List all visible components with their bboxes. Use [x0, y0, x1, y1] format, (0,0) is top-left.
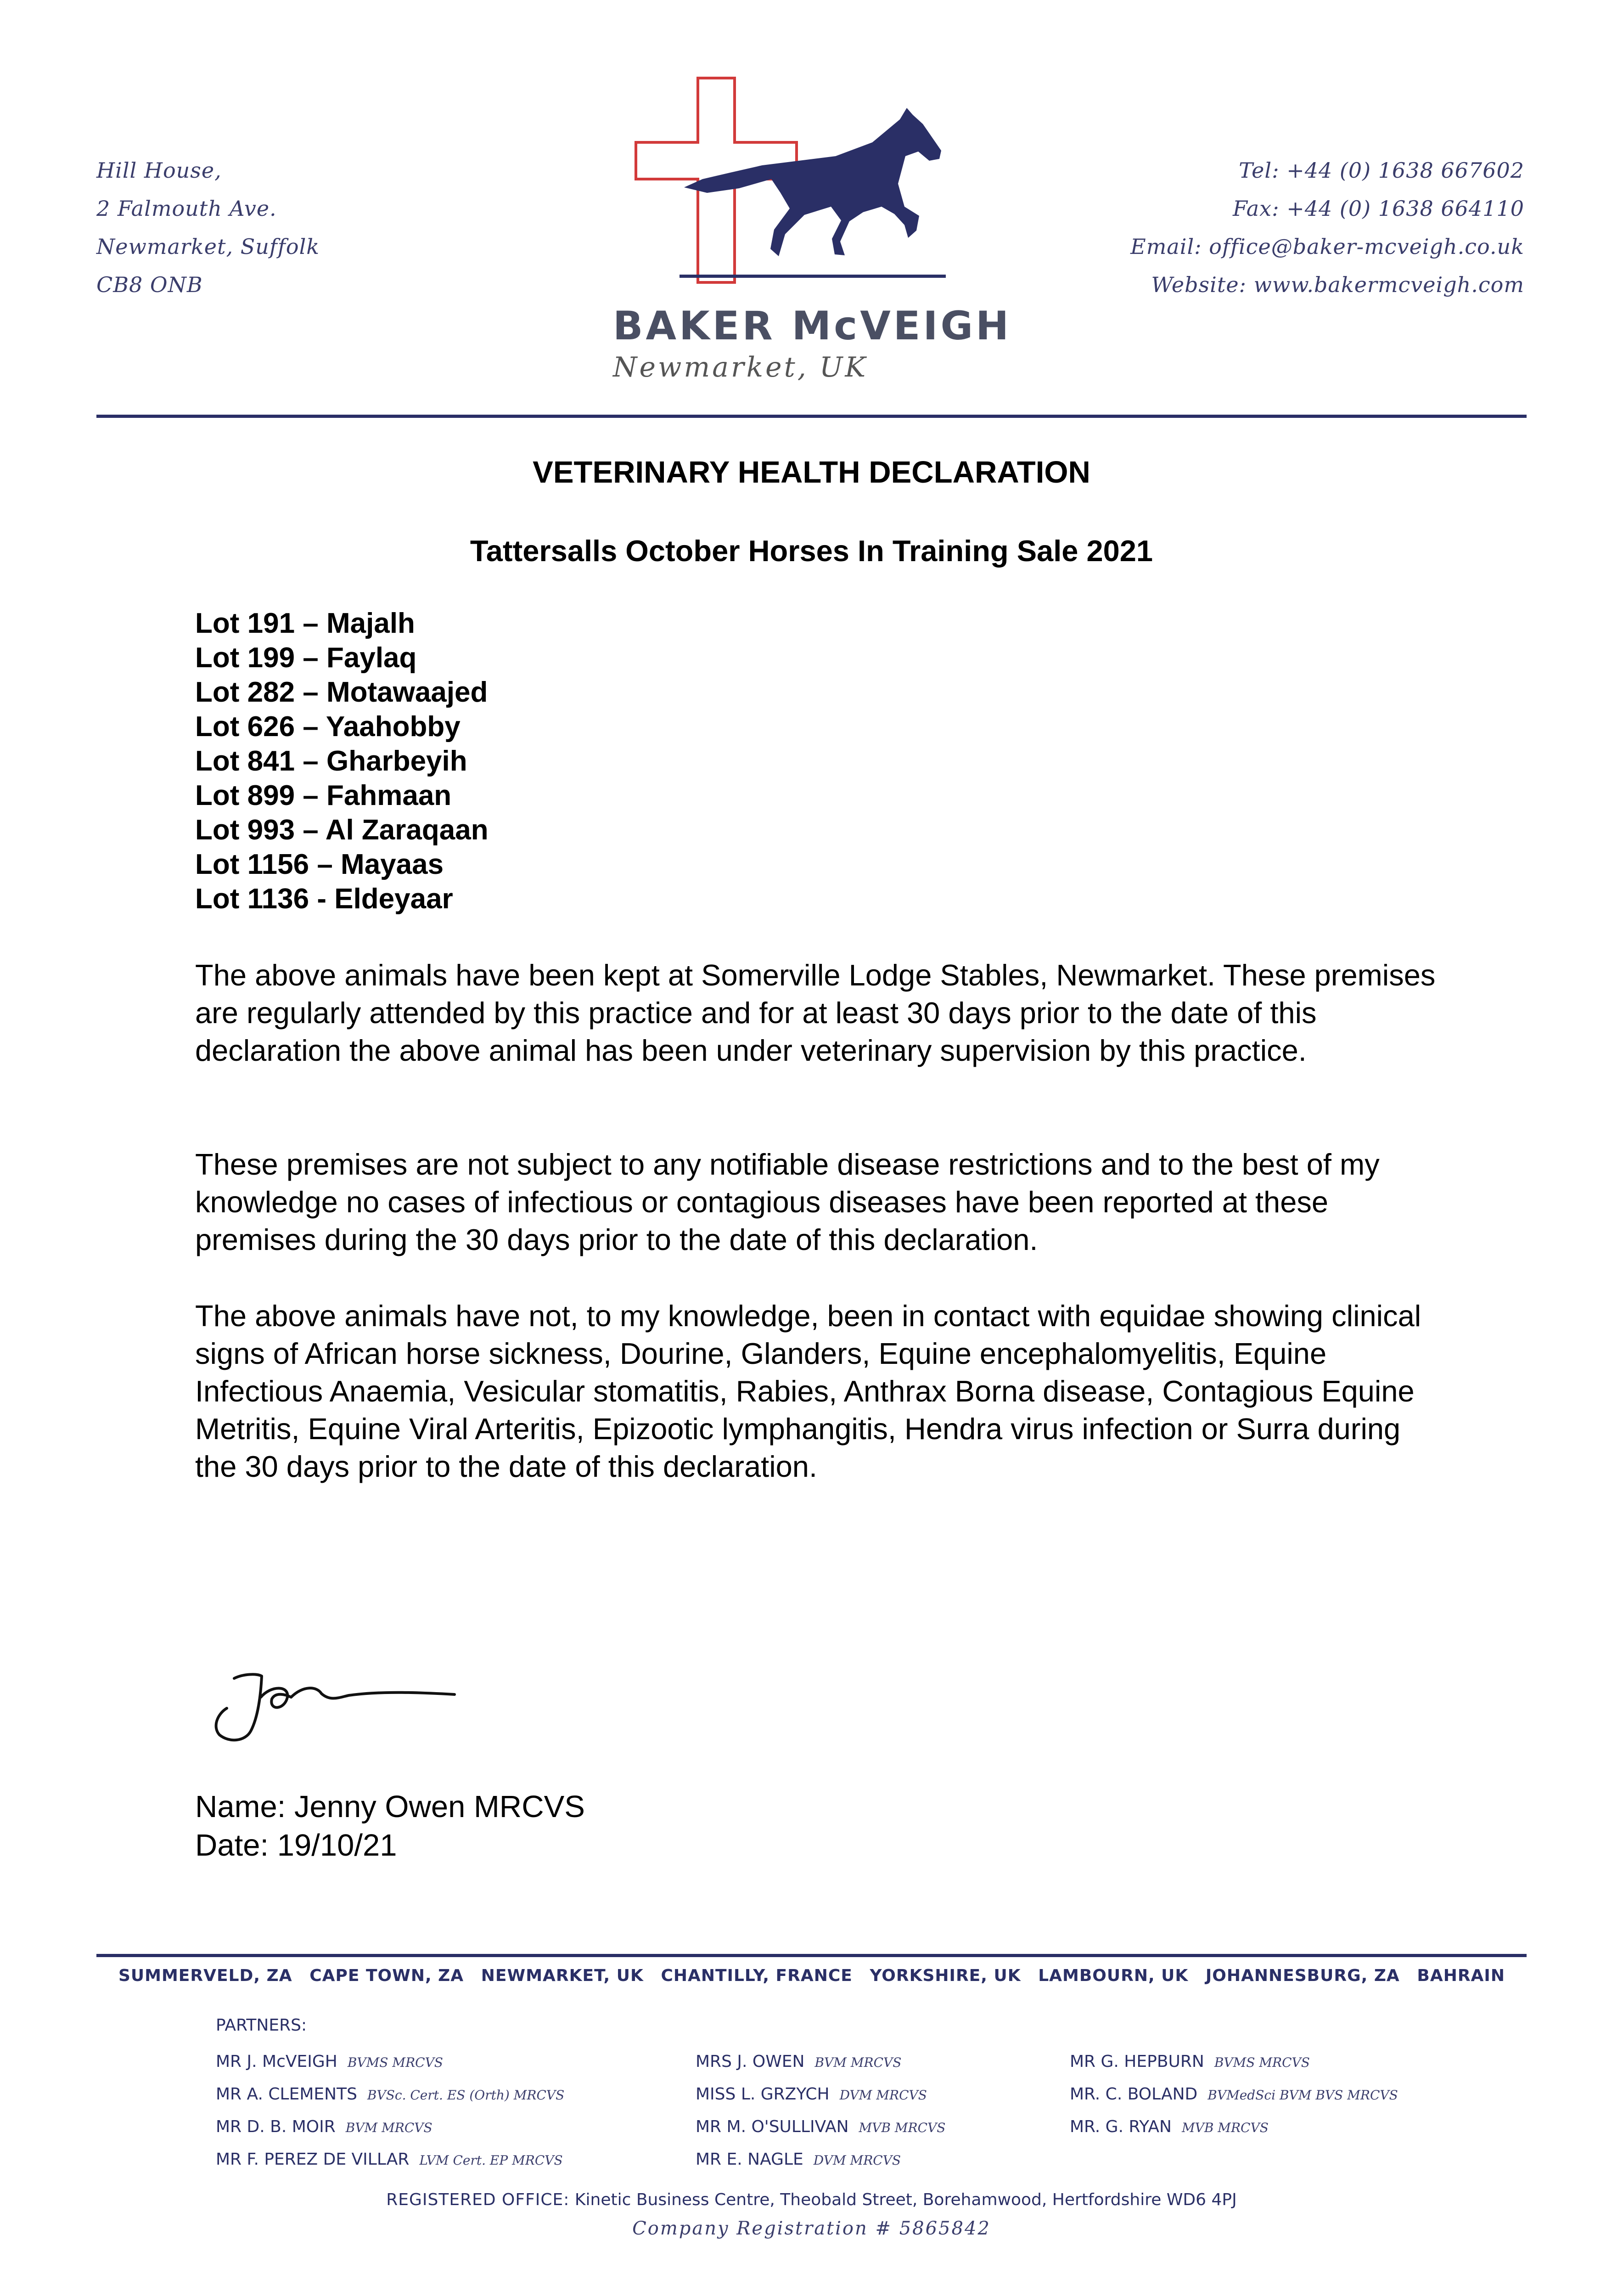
- practice-address: [96, 152, 320, 304]
- location-item: NEWMARKET, UK: [481, 1966, 644, 1985]
- location-item: LAMBOURN, UK: [1038, 1966, 1189, 1985]
- partner-qualifications: DVM MRCVS: [839, 2088, 927, 2103]
- declaration-paragraph-premises: The above animals have been kept at Somerville Lodge Stables, Newmarket. These premises are regularly attended by this practice and for at least 30 days prior to the date of this declaration the above animal has been under veterinary supervision by this practice.: [195, 958, 1436, 1067]
- declaration-paragraph-restrictions: These premises are not subject to any notifiable disease restrictions and to the best of my knowledge no cases of infectious or contagious diseases have been reported at these premises during the 30 days prior to the date of this declaration.: [195, 1148, 1380, 1256]
- partner-qualifications: DVM MRCVS: [813, 2153, 901, 2168]
- partner-entry: [216, 2046, 564, 2078]
- location-item: CAPE TOWN, ZA: [309, 1966, 464, 1985]
- partner-qualifications: BVM MRCVS: [345, 2120, 432, 2135]
- partner-name: MR. G. RYAN: [1070, 2117, 1172, 2136]
- partner-entry: [696, 2144, 945, 2176]
- partners-column-1: [216, 2046, 564, 2176]
- partner-name: MR M. O'SULLIVAN: [696, 2117, 849, 2136]
- website[interactable]: Website: www.bakermcveigh.com: [1151, 272, 1524, 297]
- partner-entry: [696, 2111, 945, 2144]
- partner-entry: [696, 2046, 945, 2078]
- lot-item: Lot 199 – Faylaq: [195, 642, 417, 674]
- partner-entry: [1070, 2078, 1398, 2111]
- email[interactable]: Email: office@baker-mcveigh.co.uk: [1130, 234, 1524, 259]
- lot-list: [195, 606, 489, 916]
- partner-name: MRS J. OWEN: [696, 2052, 805, 2071]
- partners-column-3: [1070, 2046, 1398, 2144]
- partner-qualifications: BVMedSci BVM BVS MRCVS: [1207, 2088, 1398, 2103]
- partner-entry: [1070, 2111, 1398, 2144]
- galloping-horse-icon: [684, 108, 941, 256]
- brand-location: Newmarket, UK: [613, 351, 868, 383]
- partner-name: MR A. CLEMENTS: [216, 2085, 357, 2104]
- partner-entry: [696, 2078, 945, 2111]
- address-line: Hill House,: [96, 158, 222, 183]
- lot-item: Lot 191 – Majalh: [195, 608, 415, 639]
- document-subtitle: Tattersalls October Horses In Training Sale 2021: [470, 534, 1153, 568]
- signatory-block: [195, 1788, 585, 1865]
- location-item: YORKSHIRE, UK: [870, 1966, 1021, 1985]
- registered-office-address: Kinetic Business Centre, Theobald Street, Borehamwood, Hertfordshire WD6 4PJ: [574, 2190, 1237, 2209]
- declaration-date: Date: 19/10/21: [195, 1828, 397, 1863]
- location-item: SUMMERVELD, ZA: [118, 1966, 292, 1985]
- telephone: Tel: +44 (0) 1638 667602: [1239, 158, 1524, 183]
- partner-qualifications: BVSc. Cert. ES (Orth) MRCVS: [367, 2088, 565, 2103]
- partner-entry: [216, 2111, 564, 2144]
- practice-contact: [1130, 152, 1524, 304]
- partner-name: MR D. B. MOIR: [216, 2117, 336, 2136]
- partners-column-2: [696, 2046, 945, 2176]
- partner-qualifications: BVMS MRCVS: [347, 2055, 443, 2070]
- declaration-paragraph-diseases: The above animals have not, to my knowledge, been in contact with equidae showing clinical signs of African horse sickness, Dourine, Glanders, Equine encephalomyelitis, Equine Infectious Anaemia, Vesicular stomatitis, Rabies, Anthrax Borna disease, Contagious Equine Metritis, Equine Viral Arteritis, Epizootic lymphangitis, Hendra virus infection or Surra during the 30 days prior to the date of this declaration.: [195, 1299, 1421, 1483]
- address-line: Newmarket, Suffolk: [96, 234, 320, 259]
- location-item: JOHANNESBURG, ZA: [1205, 1966, 1400, 1985]
- fax: Fax: +44 (0) 1638 664110: [1232, 196, 1524, 221]
- baker-mcveigh-horse-logo-icon: [624, 69, 992, 289]
- partner-qualifications: MVB MRCVS: [1181, 2120, 1269, 2135]
- partner-entry: [1070, 2046, 1398, 2078]
- header-divider: [96, 415, 1527, 418]
- lot-item: Lot 626 – Yaahobby: [195, 711, 461, 743]
- partner-name: MR E. NAGLE: [696, 2150, 803, 2169]
- brand-name: BAKER McVEIGH: [613, 303, 1012, 349]
- address-line: CB8 ONB: [96, 272, 203, 297]
- partner-name: MR G. HEPBURN: [1070, 2052, 1204, 2071]
- partner-name: MR J. McVEIGH: [216, 2052, 337, 2071]
- lot-item: Lot 1156 – Mayaas: [195, 849, 444, 880]
- handwritten-signature-icon: [207, 1653, 482, 1754]
- location-item: CHANTILLY, FRANCE: [661, 1966, 853, 1985]
- partners-label: PARTNERS:: [216, 2016, 307, 2035]
- partner-entry: [216, 2144, 564, 2176]
- partner-name: MISS L. GRZYCH: [696, 2085, 830, 2104]
- registered-office: [0, 2190, 1623, 2209]
- partner-qualifications: BVMS MRCVS: [1214, 2055, 1310, 2070]
- signatory-name: Name: Jenny Owen MRCVS: [195, 1790, 585, 1824]
- partner-entry: [216, 2078, 564, 2111]
- partner-qualifications: BVM MRCVS: [814, 2055, 902, 2070]
- lot-item: Lot 841 – Gharbeyih: [195, 745, 467, 777]
- document-title: VETERINARY HEALTH DECLARATION: [533, 455, 1090, 490]
- partner-name: MR F. PEREZ DE VILLAR: [216, 2150, 410, 2169]
- partner-qualifications: MVB MRCVS: [859, 2120, 946, 2135]
- lot-item: Lot 993 – Al Zaraqaan: [195, 814, 489, 846]
- lot-item: Lot 899 – Fahmaan: [195, 780, 452, 811]
- partner-qualifications: LVM Cert. EP MRCVS: [419, 2153, 563, 2168]
- footer-divider: [96, 1954, 1527, 1957]
- address-line: 2 Falmouth Ave.: [96, 196, 277, 221]
- lot-item: Lot 282 – Motawaajed: [195, 676, 488, 708]
- location-item: BAHRAIN: [1417, 1966, 1505, 1985]
- company-registration: Company Registration # 5865842: [632, 2218, 991, 2239]
- partner-name: MR. C. BOLAND: [1070, 2085, 1198, 2104]
- lot-item: Lot 1136 - Eldeyaar: [195, 883, 453, 915]
- office-locations: [118, 1966, 1505, 1985]
- registered-office-label: REGISTERED OFFICE:: [386, 2190, 570, 2209]
